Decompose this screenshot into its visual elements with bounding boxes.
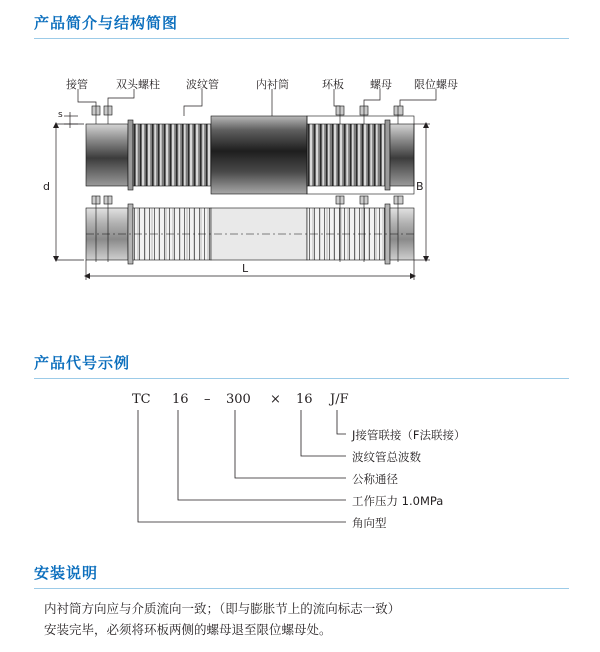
dimension-label-B: B — [416, 180, 424, 193]
section-title-product-intro: 产品简介与结构简图 — [34, 14, 179, 32]
callout-label-nut: 螺母 — [370, 78, 392, 91]
callout-label-nozzle: 接管 — [66, 78, 88, 91]
dimension-label-L: L — [242, 262, 249, 275]
callout-label-double-stud: 双头螺柱 — [116, 78, 160, 91]
code-desc-type: 角向型 — [352, 516, 387, 530]
section-title-code-example: 产品代号示例 — [34, 354, 131, 372]
code-part-series: TC — [132, 392, 151, 407]
code-part-waves: 16 — [296, 392, 313, 407]
section-install-notes — [34, 562, 569, 589]
code-desc-wave-count: 波纹管总波数 — [352, 450, 421, 464]
callout-label-limit-nut: 限位螺母 — [414, 78, 458, 91]
install-notes-body — [44, 598, 564, 640]
diagram-drawing — [34, 62, 569, 302]
section-product-intro — [34, 12, 569, 39]
callout-label-liner: 内衬筒 — [256, 78, 289, 91]
section-title-install-notes: 安装说明 — [34, 564, 99, 582]
dimension-label-d: d — [43, 180, 50, 193]
structure-diagram — [34, 62, 569, 302]
dimension-label-s: s — [58, 110, 63, 120]
code-part-times: × — [270, 392, 281, 407]
code-part-pressure: 16 — [172, 392, 189, 407]
callout-label-ring-plate: 环板 — [322, 78, 344, 91]
code-part-diameter: 300 — [226, 392, 251, 407]
product-code-diagram — [34, 378, 569, 538]
code-part-connect: J/F — [330, 392, 349, 407]
code-part-dash: – — [204, 392, 211, 407]
install-note-line: 内衬筒方向应与介质流向一致；（即与膨胀节上的流向标志一致） — [44, 601, 401, 616]
code-desc-pressure: 工作压力 1.0MPa — [352, 494, 444, 508]
section-divider — [34, 38, 569, 39]
install-note-line: 安装完毕，必须将环板两侧的螺母退至限位螺母处。 — [44, 622, 332, 637]
code-desc-diameter: 公称通径 — [352, 472, 398, 486]
code-desc-connection: J接管联接（F法联接） — [352, 428, 466, 442]
section-divider-3 — [34, 588, 569, 589]
section-code-example — [34, 352, 569, 379]
callout-label-bellows: 波纹管 — [186, 78, 219, 91]
